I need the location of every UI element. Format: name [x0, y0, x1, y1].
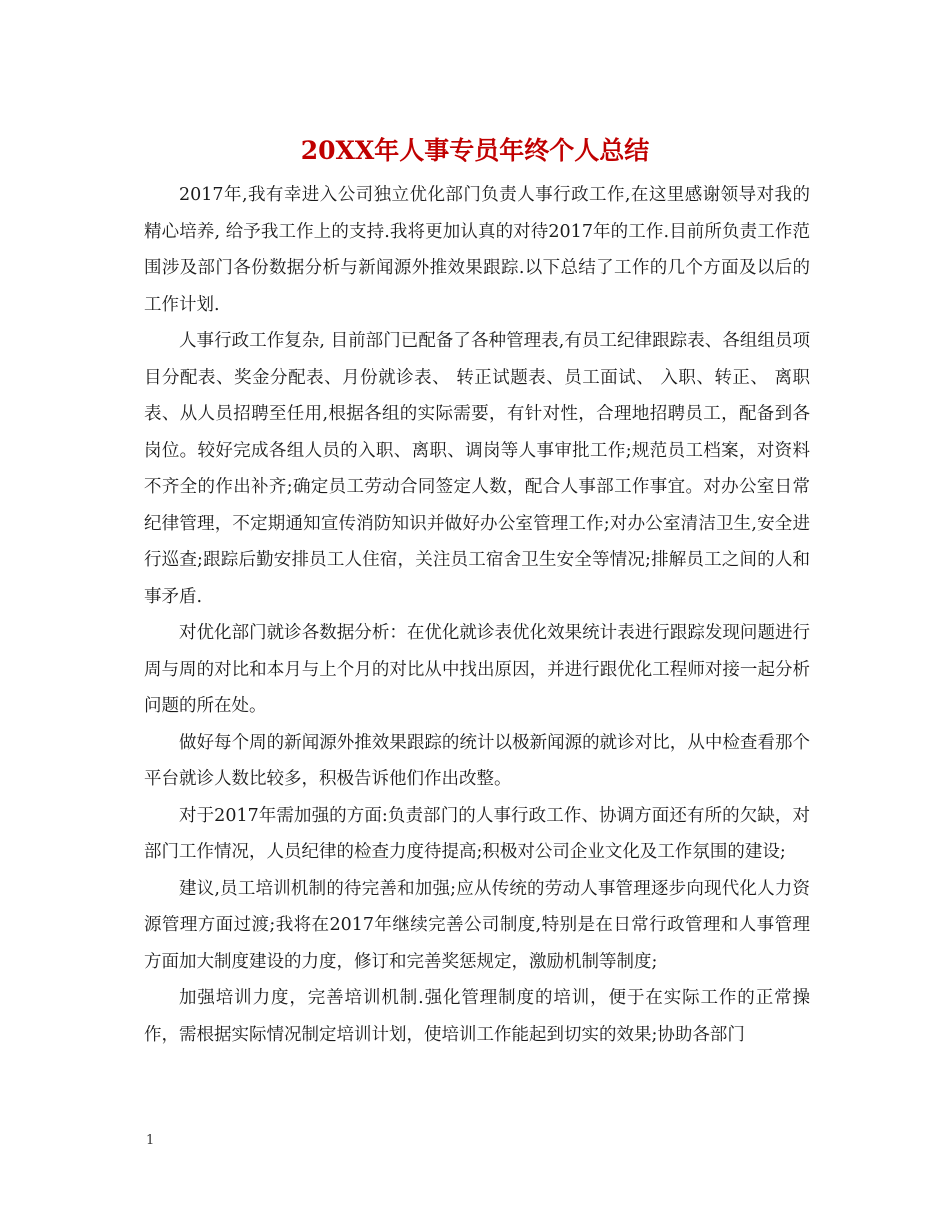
paragraph-2: 人事行政工作复杂, 目前部门已配备了各种管理表,有员工纪律跟踪表、各组组员项目分配表、奖金分配表、月份就诊表、 转正试题表、员工面试、 入职、转正、 离职表、从人员招聘至任用,根据各组的实际需要，有针对性，合理地招聘员工，配备到各岗位。较好完成各组人员的入职、离职、调岗等人事审批工作;规范员工档案，对资料不齐全的作出补齐;确定员工劳动合同签定人数，配合人事部工作事宜。对办公室日常纪律管理，不定期通知宣传消防知识并做好办公室管理工作;对办公室清洁卫生,安全进行巡查;跟踪后勤安排员工人住宿，关注员工宿舍卫生安全等情况;排解员工之间的人和事矛盾.: [144, 331, 810, 607]
paragraph-5: 对于2017年需加强的方面:负责部门的人事行政工作、协调方面还有所的欠缺，对部门工作情况，人员纪律的检查力度待提高;积极对公司企业文化及工作氛围的建设;: [144, 805, 810, 862]
document-title: 20XX年人事专员年终个人总结: [300, 136, 650, 165]
page-number: 1: [146, 1133, 155, 1148]
paragraph-1: 2017年,我有幸进入公司独立优化部门负责人事行政工作,在这里感谢领导对我的精心培养, 给予我工作上的支持.我将更加认真的对待2017年的工作.目前所负责工作范围涉及部门各份数据分析与新闻源外推效果跟踪.以下总结了工作的几个方面及以后的工作计划.: [144, 185, 810, 315]
paragraph-4: 做好每个周的新闻源外推效果跟踪的统计以极新闻源的就诊对比，从中检查看那个平台就诊人数比较多，积极告诉他们作出改整。: [144, 732, 810, 789]
document-body: [144, 177, 810, 1053]
paragraph-3: 对优化部门就诊各数据分析：在优化就诊表优化效果统计表进行跟踪发现问题进行周与周的对比和本月与上个月的对比从中找出原因，并进行跟优化工程师对接一起分析问题的所在处。: [144, 623, 810, 716]
paragraph-7: 加强培训力度，完善培训机制.强化管理制度的培训，便于在实际工作的正常操作，需根据实际情况制定培训计划，使培训工作能起到切实的效果;协助各部门: [144, 988, 810, 1045]
paragraph-6: 建议,员工培训机制的待完善和加强;应从传统的劳动人事管理逐步向现代化人力资源管理方面过渡;我将在2017年继续完善公司制度,特别是在日常行政管理和人事管理方面加大制度建设的力度，修订和完善奖惩规定，激励机制等制度;: [144, 878, 810, 972]
